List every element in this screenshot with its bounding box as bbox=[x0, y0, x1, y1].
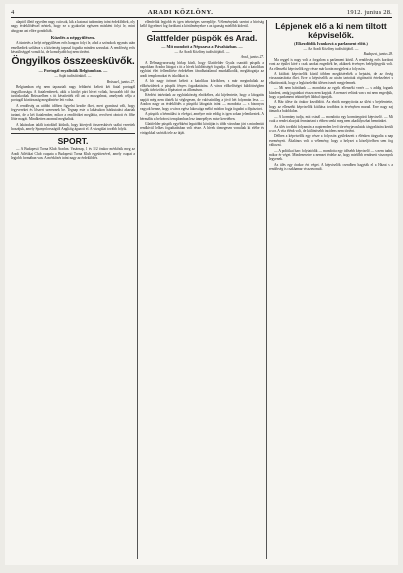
article-text: Glattfelder püspök egyébként legutóbbi körútján is több városban járt s mindenütt rendkívül lelkes fogadtatásban volt része. A hívek tömegesen vonultak ki elébe és virágokkal szórták tele az útját. bbox=[140, 121, 264, 135]
article-text: — Mi nem hátrálunk — mondotta az egyik ellenzéki vezér — s addig fogunk küzdeni, amíg jogainkat vissza nem kapjuk. A nemzet velünk van s mi nem engedjük, hogy a parlament tekintélyét lábbal tiporják. bbox=[269, 86, 393, 100]
article-subhead: (Elkezdődik Ivanková a parlament előtt.) bbox=[294, 41, 368, 46]
article-text: Az ülés egy órakor ért véget. A képviselők csendben hagyták el a Házat s a rendőrség is csakhamar visszavonult. bbox=[269, 162, 393, 172]
article-text: — A kormány tudja, mit csinál — mondotta egy kormánypárti képviselő. — Mi csak a rendet akarjuk fenntartani s ebben senki meg nem akadályozhat bennünket. bbox=[269, 114, 393, 124]
article-text: A Ház ülése tíz órakor kezdődött. Az elnök megnyitotta az ülést s bejelentette, hogy az ellenzéki képviselők kitiltása továbbra is érvényben marad. Erre nagy zaj támadt a baloldalon. bbox=[269, 100, 393, 114]
article-text: A lakásukon talált iratokból kitűnik, hogy kiterjedt összeesküvés szálai vezettek hozzájuk, amely Spanyolországtól Angliáig ágazott el. A vizsgálat tovább folyik. bbox=[11, 122, 135, 131]
paper-name: ARADI KÖZLÖNY. bbox=[147, 8, 214, 16]
masthead-rule bbox=[11, 17, 392, 18]
article-text: Az ülés további folyamán a napirenden levő törvényjavaslatok tárgyalására került a sor. A vita élénk volt, de különösebb incidens nem történt. bbox=[269, 124, 393, 133]
page-number: 4 bbox=[11, 8, 15, 16]
article-text: Délben a képviselők egy része a folyosón gyülekezett s élénken tárgyalta a nap eseményeit. Általános volt a vélemény, hogy a helyzet a közeljövőben sem fog változni. bbox=[269, 134, 393, 148]
article-text: ellenfelük legjobb és igen tehetséges szereplője. Véleményünk szerint a bíróság kellő figyelmet fog fordítani a körülményekre s az igazság mielőbb kiderül. bbox=[140, 20, 264, 29]
sport-section-title: SPORT. bbox=[57, 136, 89, 147]
column-right bbox=[269, 20, 393, 561]
article-text: — A politikai harc folytatódik — mondotta egy idősebb képviselő — s nem tudni, mikor ér véget. Mindenesetre a nemzet érdeke az, hogy mielőbb rendezett viszonyok legyenek. bbox=[269, 148, 393, 162]
article-byline: — Az Aradi Közlöny tudósítójától. — bbox=[303, 47, 359, 51]
article-byline: — Az Aradi Közlöny tudósítójától. — bbox=[174, 49, 230, 54]
article-dateline: Arad, junius 27. bbox=[240, 55, 264, 60]
column-left bbox=[11, 20, 135, 561]
article-subhead: — Mit mondott a Népszava a Pávaházban. — bbox=[161, 43, 243, 49]
article-headline: Glattfelder püspök és Arad. bbox=[146, 32, 258, 43]
article-dateline: Budapest, junius 28. bbox=[363, 52, 393, 57]
article-text: Ma reggel is nagy volt a forgalom a parlament körül. A rendőrség erős kordont vont az épület köré s csak azokat engedték be, akiknek érvényes belépőjegyük volt. Az ellenzéki képviselők egy része már korán megjelent a folyosón. bbox=[269, 57, 393, 71]
column-divider bbox=[137, 20, 138, 559]
issue-date: 1912. junius 28. bbox=[346, 8, 392, 16]
article-byline: — Saját tudósítónktól. — bbox=[54, 74, 92, 79]
column-middle bbox=[140, 20, 264, 561]
article-dateline: Brüsszel, junius 27. bbox=[106, 79, 135, 84]
article-headline: Öngyilkos összeesküvők. bbox=[11, 55, 135, 68]
article-text: Belgiumban rég nem tapasztalt nagy feltűnést keltett két fiatal portugál öngyilkossága. A fiatalemberek, akik a királyi párt hívei voltak, hosszabb idő óta tartózkodtak Brüsszelben s itt készítették elő azt a mozgalmat, amelynek célja a portugál köztársaság megdöntése lett volna. bbox=[11, 85, 135, 103]
article-text: Kérdést intéztünk az egyházközség elnökéhez, aki kijelentette, hogy a látogatás napját még nem tűzték ki véglegesen, de valószínűleg a jövő hét folyamán lesz. — Aradon nagy az érdeklődés a püspöki látogatás iránt — mondotta — s bizonyos vagyok benne, hogy a város egész lakossága méltó módon fogja fogadni a főpásztort. bbox=[140, 93, 264, 111]
article-text: A kitiltott képviselők közül többen megkísérelték a bejutást, de az őrség visszautasította őket. Erre a képviselők az utcán tartottak rögtönzött értekezletet s elhatározták, hogy a legközelebbi ülésen ismét megjelennek. bbox=[269, 72, 393, 85]
article-headline: Lépjenek elő a ki nem tiltott képviselők. bbox=[275, 21, 387, 40]
column-divider bbox=[266, 20, 267, 559]
article-text: A Délmagyarország hírlap közli, hogy Glattfelder Gyula csanádi püspök a napokban Aradra látogat s itt a hívek küldöttségét fogadja. A püspök, aki a katolikus egyházi élet fellendítése érdekében fáradhatatlanul munkálkodik, meglátogatja az aradi templomokat és iskolákat is. bbox=[140, 60, 264, 78]
section-title: Küzdés a népgyűlésen. bbox=[50, 35, 96, 41]
newspaper-page bbox=[5, 4, 398, 565]
article-text: — A Budapesti Torna Klub Aradon. Vasárnap, 1 és 1/2 órakor mérkőzik meg az Aradi Atlétikai Club csapata a Budapesti Torna Klub együttesével, amely csapat a legjobb formában van. A mérkőzés iránt nagy az érdeklődés. bbox=[11, 147, 135, 161]
masthead bbox=[11, 7, 392, 17]
article-text: A rendőrség az utóbbi időben figyelni kezdte őket, mert gyanússá vált, hogy fegyvereket és lőszert szereznek be. Tegnap este a lakásukon házkutatást akartak tartani, de a két fiatalember, mikor a rendőröket meglátta, revolvert rántott és főbe lőtte magát. Mindketten azonnal meghaltak. bbox=[11, 103, 135, 122]
article-text: A tüntetés a helyi népgyűlésen erős hangon folyt le, ahol a szónokok egymás után emelkedtek szólásra s a közönség tapssal fogadta minden szavukat. A rendőrség erős készültséggel vonult ki, de komolyabb baj nem történt. bbox=[11, 41, 135, 55]
article-subhead: — Portugál royalisták Belgiumban. — bbox=[38, 68, 108, 74]
article-text: A hír nagy örömet keltett a katolikus körökben, s már megindultak az előkészületek a püspök fényes fogadtatására. A város előkelőségei küldöttségben fogják üdvözölni a főpásztort az állomáson. bbox=[140, 79, 264, 93]
article-text: alaptól illető egyetlen nagy csúcsok, kik a katonai tudomány iránt érdeklődtek, oly nagy érdeklődéssel néztek, hogy ez a gyakorlat egészen másként folyt le, mint ahogyan azt előre gondolták. bbox=[11, 20, 135, 33]
article-text: A püspök a bérmálást is elvégzi, amelyre már eddig is igen sokan jelentkeztek. A bérmálás a belvárosi templomban lesz ünnepélyes mise keretében. bbox=[140, 112, 264, 121]
